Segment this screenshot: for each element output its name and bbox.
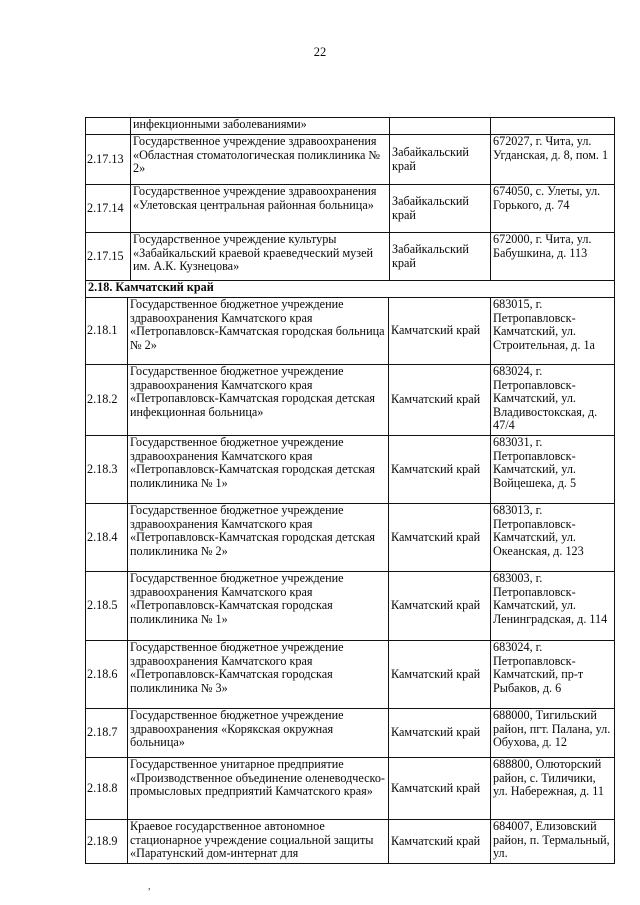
table-row [86, 820, 615, 864]
item-number-cell: 2.18.2 [86, 365, 128, 436]
table-row [86, 504, 615, 572]
address-cell [491, 118, 615, 135]
institution-name-cell: Государственное бюджетное учреждение здравоохранения Камчатского края «Петропавловск-Камчатская городская больница № 2» [128, 298, 389, 365]
address-cell: 683015, г. Петропавловск-Камчатский, ул. Строительная, д. 1а [491, 298, 615, 365]
region-cell: Камчатский край [389, 365, 491, 436]
region-cell: Камчатский край [389, 504, 491, 572]
region-cell: Камчатский край [389, 298, 491, 365]
region-cell: Забайкальский край [390, 135, 491, 185]
address-cell: 684007, Елизовский район, п. Термальный, ул. [491, 820, 615, 864]
table-row [86, 135, 615, 185]
address-cell: 683031, г. Петропавловск-Камчатский, ул. Войцешека, д. 5 [491, 436, 615, 504]
table-row [86, 572, 615, 641]
region-cell: Камчатский край [389, 641, 491, 709]
item-number-cell [86, 118, 131, 135]
table-row [86, 118, 615, 135]
table-row [86, 233, 615, 281]
institution-name-cell: инфекционными заболеваниями» [131, 118, 390, 135]
institution-name-cell: Государственное бюджетное учреждение здравоохранения Камчатского края «Петропавловск-Камчатская городская детская инфекционная больница» [128, 365, 389, 436]
scan-mark: , [148, 881, 151, 892]
item-number-cell: 2.18.8 [86, 758, 128, 820]
address-cell: 688800, Олюторский район, с. Тиличики, ул. Набережная, д. 11 [491, 758, 615, 820]
region-cell: Камчатский край [389, 758, 491, 820]
item-number-cell: 2.17.14 [86, 185, 131, 233]
item-number-cell: 2.18.9 [86, 820, 128, 864]
table-a-body [86, 118, 615, 281]
institution-name-cell: Государственное учреждение культуры «Забайкальский краевой краеведческий музей им. А.К. Кузнецова» [131, 233, 390, 281]
region-cell: Камчатский край [389, 572, 491, 641]
address-cell: 683024, г. Петропавловск-Камчатский, ул. Владивостокская, д. 47/4 [491, 365, 615, 436]
address-cell: 688000, Тигильский район, пгт. Палана, ул. Обухова, д. 12 [491, 709, 615, 758]
table-row [86, 185, 615, 233]
address-cell: 683003, г. Петропавловск-Камчатский, ул. Ленинградская, д. 114 [491, 572, 615, 641]
region-cell: Камчатский край [389, 820, 491, 864]
address-cell: 683013, г. Петропавловск-Камчатский, ул. Океанская, д. 123 [491, 504, 615, 572]
institution-name-cell: Государственное бюджетное учреждение здравоохранения Камчатского края «Петропавловск-Камчатская городская детская поликлиника № 1» [128, 436, 389, 504]
item-number-cell: 2.18.4 [86, 504, 128, 572]
item-number-cell: 2.18.7 [86, 709, 128, 758]
region-cell: Забайкальский край [390, 233, 491, 281]
institution-name-cell: Государственное бюджетное учреждение здравоохранения Камчатского края «Петропавловск-Камчатская городская поликлиника № 3» [128, 641, 389, 709]
table-row [86, 365, 615, 436]
region-cell [390, 118, 491, 135]
item-number-cell: 2.17.13 [86, 135, 131, 185]
institution-name-cell: Государственное унитарное предприятие «Производственное объединение оленеводческо-промысловых предприятий Камчатского края» [128, 758, 389, 820]
item-number-cell: 2.18.6 [86, 641, 128, 709]
institution-name-cell: Государственное учреждение здравоохранения «Областная стоматологическая поликлиника № 2» [131, 135, 390, 185]
page-number: 22 [313, 45, 327, 59]
institutions-table-zabaikalsky [85, 117, 615, 281]
institution-name-cell: Государственное бюджетное учреждение здравоохранения «Корякская окружная больница» [128, 709, 389, 758]
region-cell: Камчатский край [389, 709, 491, 758]
address-cell: 683024, г. Петропавловск-Камчатский, пр-т Рыбаков, д. 6 [491, 641, 615, 709]
address-cell: 672027, г. Чита, ул. Угданская, д. 8, пом. 1 [491, 135, 615, 185]
item-number-cell: 2.18.5 [86, 572, 128, 641]
institution-name-cell: Государственное бюджетное учреждение здравоохранения Камчатского края «Петропавловск-Камчатская городская детская поликлиника № 2» [128, 504, 389, 572]
region-cell: Забайкальский край [390, 185, 491, 233]
region-cell: Камчатский край [389, 436, 491, 504]
institution-name-cell: Государственное бюджетное учреждение здравоохранения Камчатского края «Петропавловск-Камчатская городская поликлиника № 1» [128, 572, 389, 641]
institution-name-cell: Краевое государственное автономное стационарное учреждение социальной защиты «Паратунский дом-интернат для [128, 820, 389, 864]
table-row [86, 436, 615, 504]
address-cell: 674050, с. Улеты, ул. Горького, д. 74 [491, 185, 615, 233]
section-title: 2.18. Камчатский край [86, 281, 615, 298]
institutions-table-kamchatsky [85, 280, 615, 864]
section-header-row [86, 281, 615, 298]
address-cell: 672000, г. Чита, ул. Бабушкина, д. 113 [491, 233, 615, 281]
institution-name-cell: Государственное учреждение здравоохранения «Улетовская центральная районная больница» [131, 185, 390, 233]
item-number-cell: 2.18.3 [86, 436, 128, 504]
item-number-cell: 2.17.15 [86, 233, 131, 281]
item-number-cell: 2.18.1 [86, 298, 128, 365]
table-b-body [86, 281, 615, 864]
table-row [86, 709, 615, 758]
table-row [86, 641, 615, 709]
table-row [86, 298, 615, 365]
table-row [86, 758, 615, 820]
